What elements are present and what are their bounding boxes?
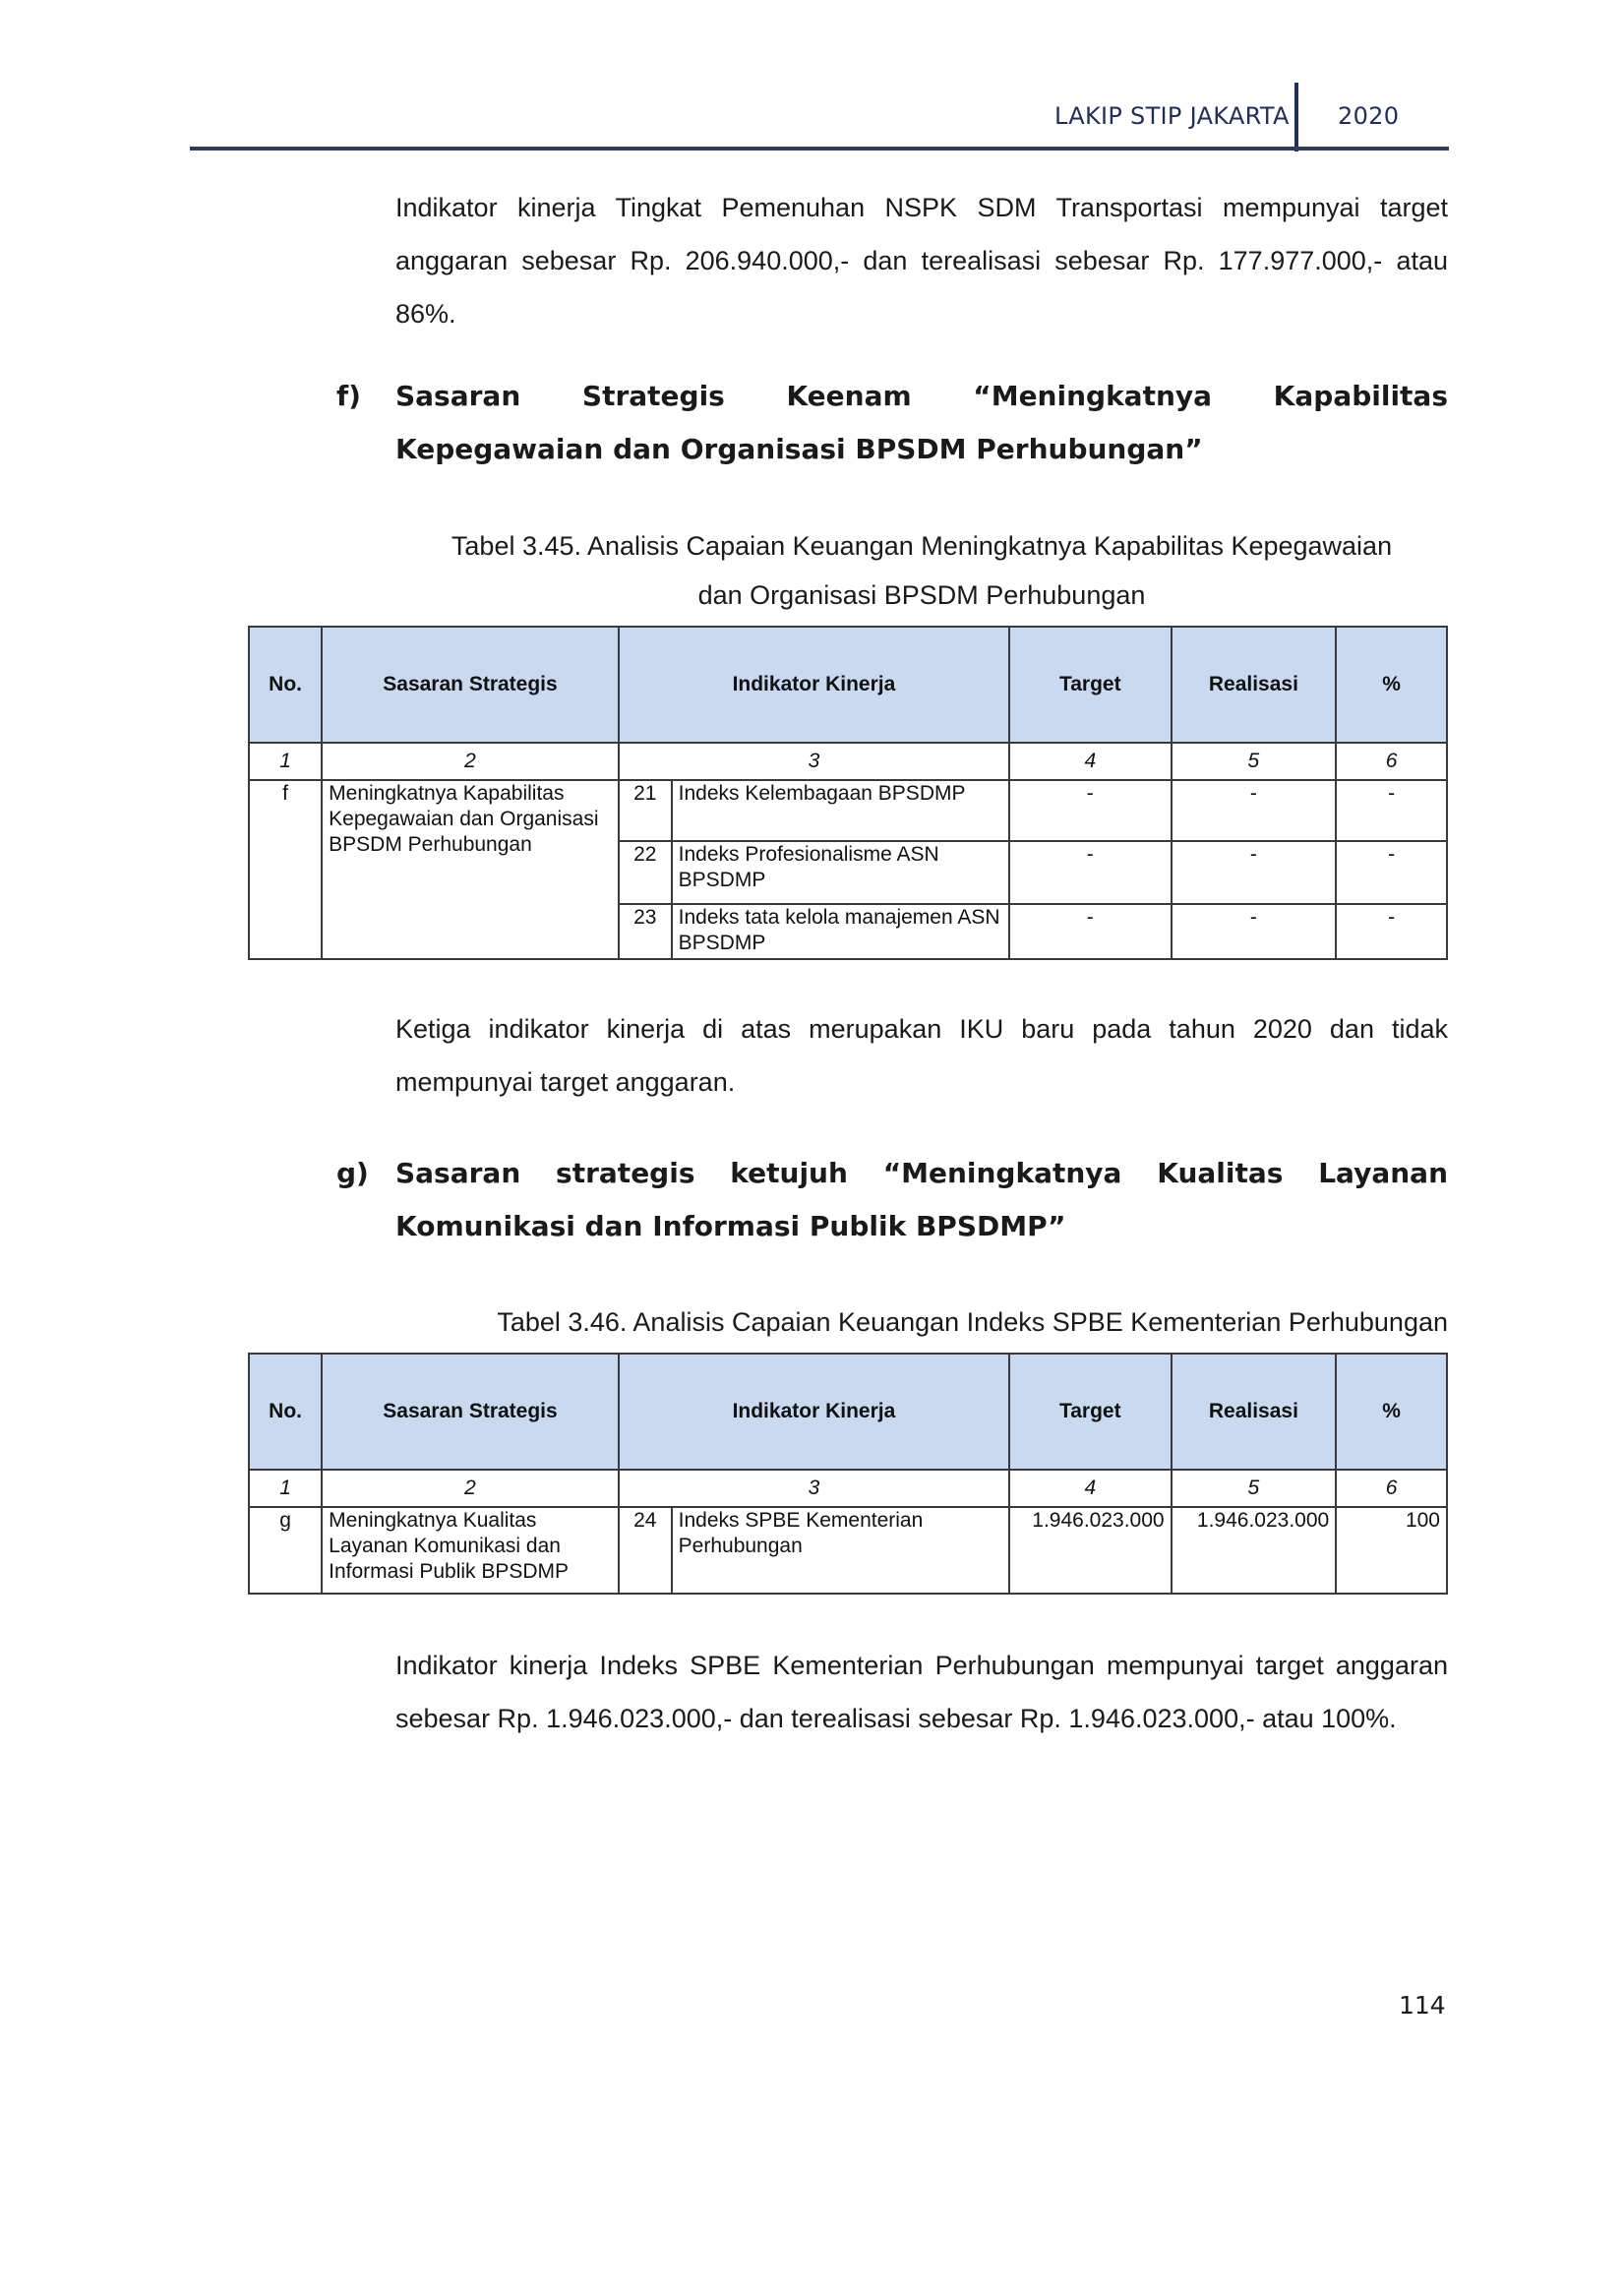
table2-row-target: 1.946.023.000 xyxy=(1009,1507,1172,1594)
table1-row-pct: - xyxy=(1336,904,1447,959)
table1-row-idx: 22 xyxy=(619,841,672,904)
section-f-title: Sasaran Strategis Keenam “Meningkatnya Kapabilitas Kepegawaian dan Organisasi BPSDM Perhubungan” xyxy=(395,380,1448,465)
header-title: LAKIP STIP JAKARTA xyxy=(1054,102,1290,130)
table-3-46 xyxy=(248,1353,1448,1595)
table2-row-idx: 24 xyxy=(619,1507,672,1594)
section-f-heading xyxy=(0,370,1624,478)
table1-colnum: 6 xyxy=(1336,743,1447,780)
table2-header-realisasi: Realisasi xyxy=(1172,1354,1337,1470)
header-rule xyxy=(190,147,1449,151)
table2-header-no: No. xyxy=(249,1354,322,1470)
table-row xyxy=(249,780,1447,841)
table2-colnum: 6 xyxy=(1336,1470,1447,1507)
table2-colnum: 5 xyxy=(1172,1470,1337,1507)
table1-header-target: Target xyxy=(1009,627,1172,743)
table2-colnum: 2 xyxy=(322,1470,619,1507)
table1-row-pct: - xyxy=(1336,841,1447,904)
table2-row-indikator: Indeks SPBE Kementerian Perhubungan xyxy=(672,1507,1009,1594)
header-year: 2020 xyxy=(1338,102,1400,130)
table1-row-target: - xyxy=(1009,780,1172,841)
table2-header-pct: % xyxy=(1336,1354,1447,1470)
table2-colnum: 1 xyxy=(249,1470,322,1507)
table2-colnum: 4 xyxy=(1009,1470,1172,1507)
table1-row-pct: - xyxy=(1336,780,1447,841)
table1-row-realisasi: - xyxy=(1172,841,1337,904)
section-g-heading xyxy=(0,1147,1624,1255)
table1-caption-line2: dan Organisasi BPSDM Perhubungan xyxy=(697,580,1146,610)
page-number: 114 xyxy=(1399,1991,1446,2020)
table1-colnum: 2 xyxy=(322,743,619,780)
table2-sasaran: Meningkatnya Kualitas Layanan Komunikasi dan Informasi Publik BPSDMP xyxy=(322,1507,619,1594)
table1-header-realisasi: Realisasi xyxy=(1172,627,1337,743)
table2-header-indikator: Indikator Kinerja xyxy=(619,1354,1009,1470)
table2-header-sasaran: Sasaran Strategis xyxy=(322,1354,619,1470)
section-g-letter: g) xyxy=(336,1157,369,1189)
table1-colnum: 3 xyxy=(619,743,1009,780)
table1-row-idx: 23 xyxy=(619,904,672,959)
table1-colnum: 5 xyxy=(1172,743,1337,780)
table1-caption-line1: Tabel 3.45. Analisis Capaian Keuangan Meningkatnya Kapabilitas Kepegawaian xyxy=(451,531,1393,561)
table1-row-indikator: Indeks tata kelola manajemen ASN BPSDMP xyxy=(672,904,1009,959)
table2-row-realisasi: 1.946.023.000 xyxy=(1172,1507,1337,1594)
paragraph-spbe: Indikator kinerja Indeks SPBE Kementerian Perhubungan mempunyai target anggaran sebesar Rp. 1.946.023.000,- dan terealisasi sebesar Rp. 1.946.023.000,- atau 100%. xyxy=(395,1651,1448,1733)
table1-row-realisasi: - xyxy=(1172,904,1337,959)
section-g-title: Sasaran strategis ketujuh “Meningkatnya Kualitas Layanan Komunikasi dan Informasi Publik BPSDMP” xyxy=(395,1157,1448,1242)
section-f-letter: f) xyxy=(336,380,361,412)
table1-colnum: 1 xyxy=(249,743,322,780)
table2-row-pct: 100 xyxy=(1336,1507,1447,1594)
table1-row-realisasi: - xyxy=(1172,780,1337,841)
table1-header-sasaran: Sasaran Strategis xyxy=(322,627,619,743)
table1-colnum: 4 xyxy=(1009,743,1172,780)
paragraph-nspk: Indikator kinerja Tingkat Pemenuhan NSPK SDM Transportasi mempunyai target anggaran sebesar Rp. 206.940.000,- dan terealisasi sebesar Rp. 177.977.000,- atau 86%. xyxy=(395,193,1448,329)
table-3-45 xyxy=(248,626,1448,960)
table1-row-indikator: Indeks Profesionalisme ASN BPSDMP xyxy=(672,841,1009,904)
table2-header-target: Target xyxy=(1009,1354,1172,1470)
table1-row-indikator: Indeks Kelembagaan BPSDMP xyxy=(672,780,1009,841)
paragraph-iku-baru: Ketiga indikator kinerja di atas merupakan IKU baru pada tahun 2020 dan tidak mempunyai target anggaran. xyxy=(395,1014,1448,1097)
table1-row-target: - xyxy=(1009,841,1172,904)
table1-no: f xyxy=(249,780,322,959)
table1-header-pct: % xyxy=(1336,627,1447,743)
table1-row-idx: 21 xyxy=(619,780,672,841)
table-row xyxy=(249,1507,1447,1594)
table1-row-target: - xyxy=(1009,904,1172,959)
table2-no: g xyxy=(249,1507,322,1594)
table1-sasaran: Meningkatnya Kapabilitas Kepegawaian dan Organisasi BPSDM Perhubungan xyxy=(322,780,619,959)
table1-header-indikator: Indikator Kinerja xyxy=(619,627,1009,743)
table1-header-no: No. xyxy=(249,627,322,743)
table2-colnum: 3 xyxy=(619,1470,1009,1507)
table2-caption: Tabel 3.46. Analisis Capaian Keuangan Indeks SPBE Kementerian Perhubungan xyxy=(497,1307,1448,1337)
header-divider xyxy=(1294,83,1298,151)
